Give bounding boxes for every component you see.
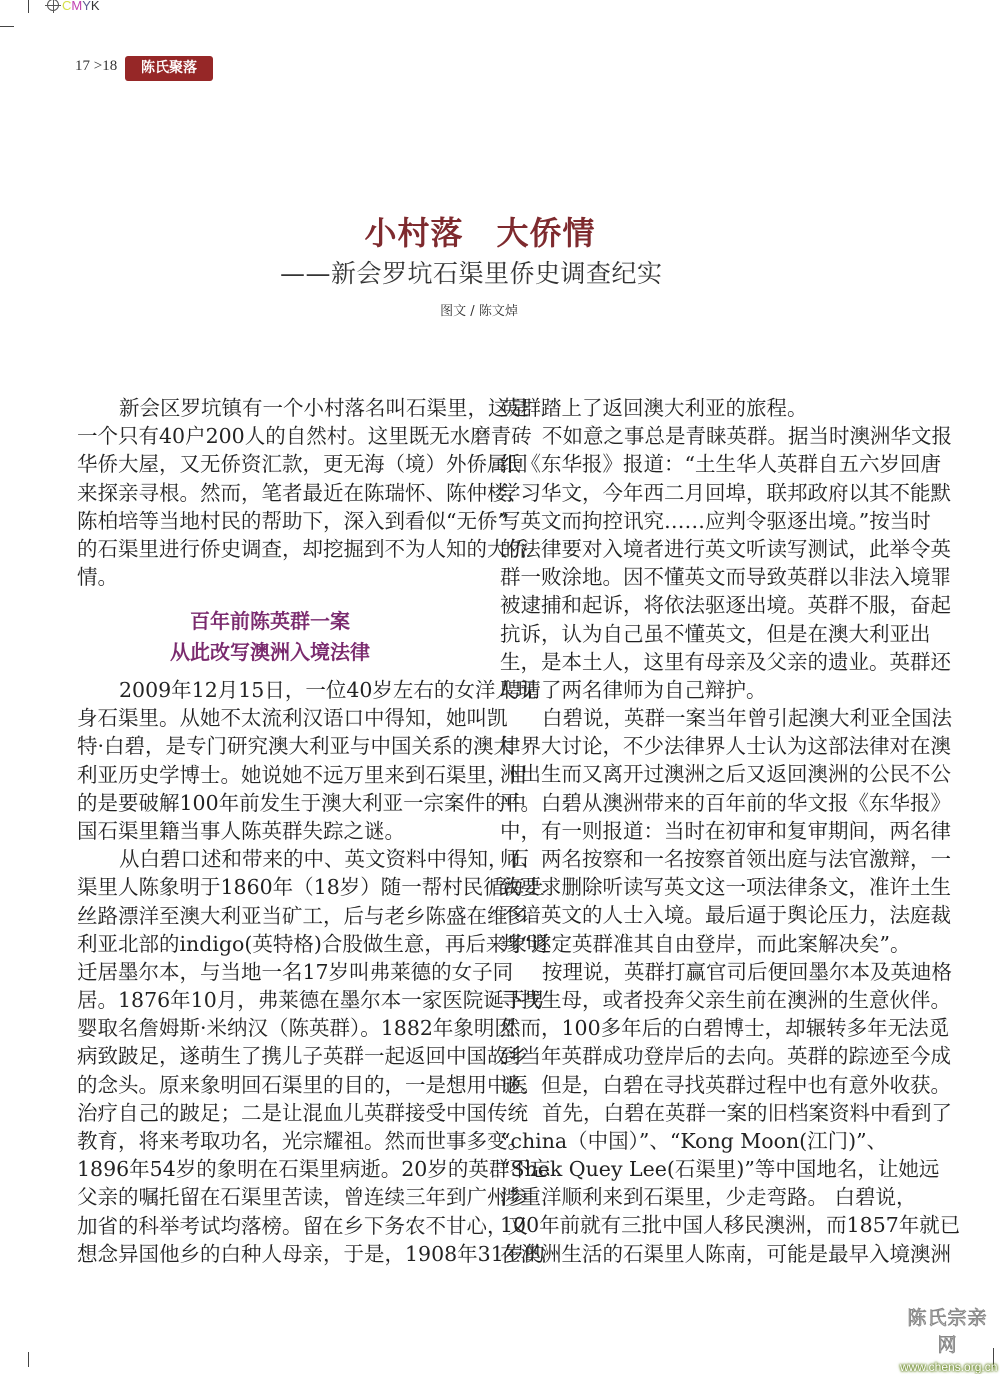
text-line: 丝路漂洋至澳大利亚当矿工，后与老乡陈盛在维多 [77, 903, 528, 928]
text-line: 100年前就有三批中国人移民澳洲，而1857年就已 [500, 1213, 961, 1238]
section-subheading [77, 606, 463, 668]
left-column-intro [77, 394, 532, 591]
watermark-name: 陈氏宗亲网 [907, 1307, 988, 1356]
text-line: 师、两名按察和一名按察首领出庭与法官激辩，一 [500, 847, 951, 871]
text-line: 华侨大屋，又无侨资汇款，更无海（境）外侨属回 [77, 452, 528, 477]
text-line: 病致跛足，遂萌生了携儿子英群一起返回中国故乡 [77, 1044, 528, 1069]
text-line: 被逮捕和起诉，将依法驱逐出境。英群不服，奋起 [500, 593, 951, 618]
text-line: 一个只有40户200人的自然村。这里既无水磨青砖 [77, 424, 532, 449]
text-line: 渠里人陈象明于1860年（18岁）随一帮村民循海上 [77, 875, 545, 900]
article-title: 小村落 大侨情 [364, 214, 596, 252]
text-line: 致要求删除听读写英文这一项法律条文，准许土生 [500, 875, 951, 900]
text-line: 律界大讨论，不少法律界人士认为这部法律对在澳 [500, 734, 951, 759]
text-line: 的念头。原来象明回石渠里的目的，一是想用中医 [77, 1072, 528, 1097]
subheading-line: 百年前陈英群一案 [190, 609, 350, 633]
text-line: 从白碧口述和带来的中、英文资料中得知，石 [119, 847, 529, 872]
text-line: 利亚历史学博士。她说她不远万里来到石渠里，目 [77, 762, 528, 787]
text-line: “Shek Quey Lee(石渠里)”等中国地名，让她远 [500, 1157, 940, 1182]
text-line: 教育，将来考取功名，光宗耀祖。然而世事多变。 [77, 1129, 528, 1153]
text-line: 新会区罗坑镇有一个小村落名叫石渠里，这是 [119, 396, 529, 420]
left-column-body [77, 676, 551, 1268]
text-line: 身石渠里。从她不太流利汉语口中得知，她叫凯 [77, 706, 508, 731]
section-badge: 陈氏聚落 [125, 56, 213, 81]
crop-mark [0, 26, 14, 27]
text-line: 迁居墨尔本，与当地一名17岁叫弗莱德的女子同 [77, 959, 514, 984]
text-line: 寻找生母，或者投奔父亲生前在澳洲的生意伙伴。 [500, 987, 951, 1012]
text-line: 写英文而拘控讯究……应判令驱逐出境。”按当时 [500, 508, 931, 533]
text-line: 治疗自己的跛足；二是让混血儿英群接受中国传统 [77, 1100, 528, 1125]
byline: 图文 / 陈文焯 [440, 304, 518, 319]
text-line: 不谙英文的人士入境。最后逼于舆论压力，法庭裁 [500, 903, 951, 928]
text-line: 到当年英群成功登岸后的去向。英群的踪迹至今成 [500, 1044, 951, 1069]
text-line: 谜。但是，白碧在寻找英群过程中也有意外收获。 [500, 1072, 951, 1097]
text-line: 利亚北部的indigo(英特格)合股做生意，再后来象明 [77, 931, 548, 956]
text-line: 国石渠里籍当事人陈英群失踪之谜。 [77, 818, 405, 843]
text-line: 特·白碧，是专门研究澳大利亚与中国关系的澳大 [77, 734, 515, 759]
text-line: 1896年54岁的象明在石渠里病逝。20岁的英群不忘 [77, 1157, 551, 1182]
text-line: 的是要破解100年前发生于澳大利亚一宗案件的中 [77, 790, 527, 815]
text-line: 英群踏上了返回澳大利亚的旅程。 [500, 396, 808, 420]
page-numbers: 17 >18 [75, 58, 118, 74]
crosshair-icon [47, 0, 59, 11]
crop-mark [28, 1352, 29, 1367]
watermark-logo [900, 1303, 998, 1374]
text-line: 判“遂定英群准其自由登岸，而此案解决矣”。 [500, 931, 911, 956]
text-line: 婴取名詹姆斯·米纳汉（陈英群）。1882年象明因 [77, 1016, 515, 1041]
text-line: 中，有一则报道：当时在初审和复审期间，两名律 [500, 818, 951, 843]
text-line: 平。白碧从澳洲带来的百年前的华文报《东华报》 [500, 790, 951, 815]
crop-mark [28, 0, 29, 13]
subheading-line: 从此改写澳洲入境法律 [170, 640, 370, 664]
text-line: 2009年12月15日，一位40岁左右的女洋人现 [119, 678, 537, 702]
text-line: 的石渠里进行侨史调查，却挖掘到不为人知的大侨 [77, 536, 528, 561]
text-line: 加省的科举考试均落榜。留在乡下务农不甘心，又 [77, 1213, 528, 1238]
text-line: 居。1876年10月，弗莱德在墨尔本一家医院诞下男 [77, 988, 545, 1013]
cmyk-registration-mark: CMYK [47, 0, 100, 13]
text-line: 生，是本土人，这里有母亲及父亲的遗业。英群还 [500, 649, 951, 674]
text-line: 的法律要对入境者进行英文听读写测试，此举令英 [500, 536, 951, 561]
right-column-body [500, 394, 961, 1268]
text-line: 聘请了两名律师为自己辩护。 [500, 677, 767, 702]
text-line: 来探亲寻根。然而，笔者最近在陈瑞怀、陈仲楼、 [77, 480, 528, 505]
text-line: 涉重洋顺利来到石渠里，少走弯路。 白碧说， [500, 1185, 917, 1210]
text-line: 白碧说，英群一案当年曾引起澳大利亚全国法 [542, 706, 952, 731]
text-line: 学习华文，今年西二月回埠，联邦政府以其不能默 [500, 480, 951, 505]
text-line: 情。 [77, 565, 118, 590]
text-line: 不如意之事总是青睐英群。据当时澳洲华文报 [542, 424, 952, 449]
text-line: 在澳洲生活的石渠里人陈南，可能是最早入境澳洲 [500, 1241, 951, 1266]
text-line: 想念异国他乡的白种人母亲，于是，1908年31岁的 [77, 1241, 545, 1266]
watermark-url: www.chens.org.cn [900, 1360, 998, 1374]
text-line: 按理说，英群打赢官司后便回墨尔本及英迪格 [542, 959, 952, 984]
text-line: 抗诉，认为自己虽不懂英文，但是在澳大利亚出 [500, 621, 931, 646]
text-line: 首先，白碧在英群一案的旧档案资料中看到了 [542, 1100, 952, 1125]
text-line: 父亲的嘱托留在石渠里苦读，曾连续三年到广州参 [77, 1185, 528, 1210]
text-line: “china（中国）”、“Kong Moon(江门)”、 [500, 1128, 888, 1153]
article-subtitle: ——新会罗坑石渠里侨史调查纪实 [280, 259, 663, 288]
text-line: 然而，100多年后的白碧博士，却辗转多年无法觅 [500, 1016, 950, 1041]
text-line: 群一败涂地。因不懂英文而导致英群以非法入境罪 [500, 565, 951, 590]
text-line: 陈柏培等当地村民的帮助下，深入到看似“无侨” [77, 508, 508, 533]
text-line: 纸《东华报》报道：“土生华人英群自五六岁回唐 [500, 452, 941, 477]
text-line: 洲出生而又离开过澳洲之后又返回澳洲的公民不公 [500, 762, 951, 787]
